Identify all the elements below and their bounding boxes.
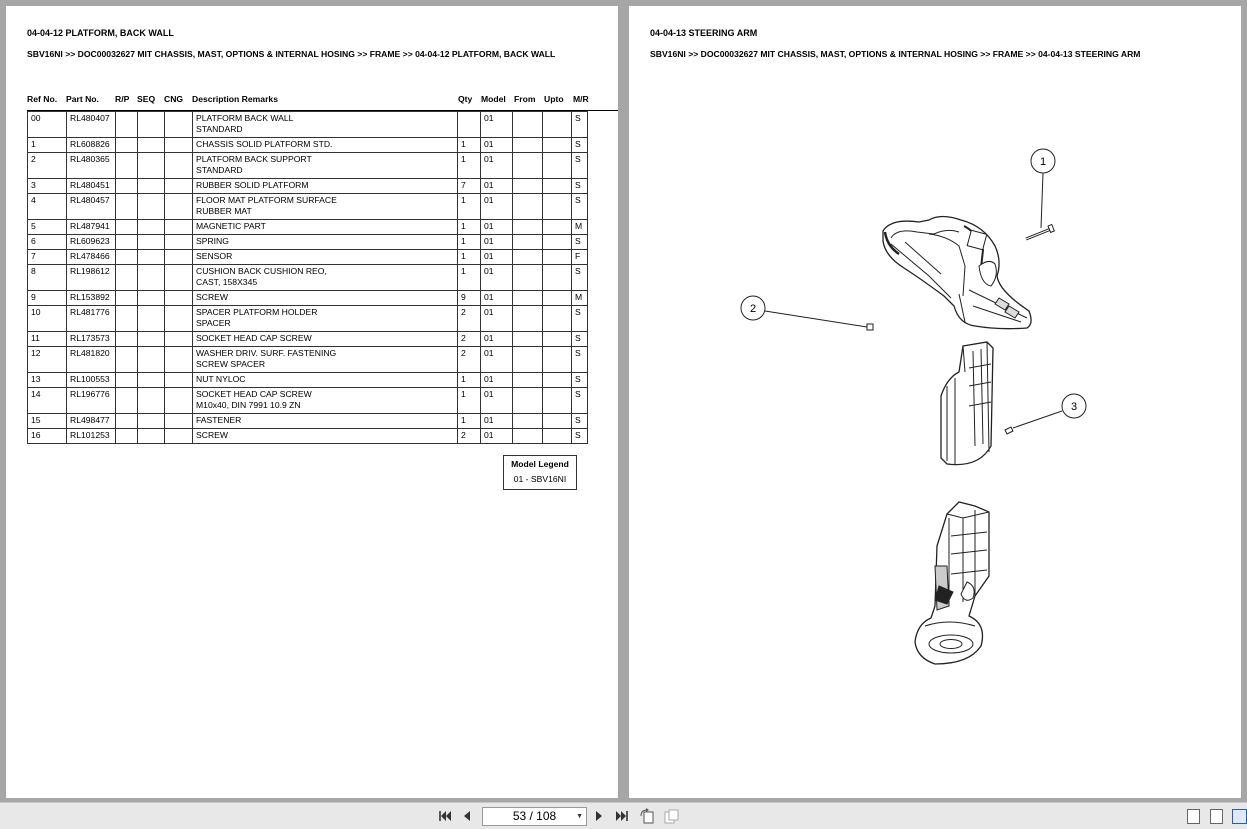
part-no-cell: RL153892 [67,291,116,306]
col-rp: R/P [115,94,130,104]
mr-cell: S [572,388,588,414]
rp-cell [116,347,138,373]
mr-cell: S [572,112,588,138]
mr-cell: S [572,194,588,220]
part-no-cell: RL173573 [67,332,116,347]
rp-cell [116,306,138,332]
qty-cell [458,112,481,138]
seq-cell [138,265,165,291]
next-page-icon[interactable] [591,808,607,824]
qty-cell: 9 [458,291,481,306]
upto-cell [543,220,572,235]
mr-cell: S [572,138,588,153]
from-cell [513,112,543,138]
model-legend-title: Model Legend [511,459,569,469]
rp-cell [116,388,138,414]
seq-cell [138,388,165,414]
rp-cell [116,414,138,429]
description-cell [193,235,458,250]
from-cell [513,306,543,332]
qty-cell: 1 [458,265,481,291]
col-upto: Upto [544,94,564,104]
seq-cell [138,220,165,235]
rp-cell [116,138,138,153]
upto-cell [543,112,572,138]
part-no-cell: RL608826 [67,138,116,153]
seq-cell [138,429,165,444]
left-page [6,6,618,798]
steering-tube-part [941,342,993,465]
from-cell [513,414,543,429]
remarks-line: STANDARD [196,164,243,175]
description-line: SENSOR [196,251,233,261]
upto-cell [543,414,572,429]
table-row [28,235,588,250]
ref-cell: 10 [28,306,67,332]
from-cell [513,220,543,235]
col-ref-no: Ref No. [27,94,58,104]
qty-cell: 2 [458,332,481,347]
callout-1-leader [1041,173,1043,228]
mr-cell: S [572,265,588,291]
description-line: SPRING [196,236,229,246]
ref-cell: 13 [28,373,67,388]
mr-cell: S [572,235,588,250]
model-cell: 01 [481,235,513,250]
ref-cell: 00 [28,112,67,138]
cng-cell [165,153,193,179]
table-row [28,179,588,194]
page-number-select[interactable] [482,807,587,826]
description-cell [193,112,458,138]
upto-cell [543,347,572,373]
continuous-view-icon[interactable] [1210,809,1223,824]
model-cell: 01 [481,291,513,306]
callout-2-leader [765,311,867,327]
upto-cell [543,388,572,414]
upto-cell [543,429,572,444]
seq-cell [138,179,165,194]
description-cell [193,429,458,444]
table-row [28,388,588,414]
description-line: WASHER DRIV. SURF. FASTENING [196,348,337,358]
table-header [27,94,618,111]
from-cell [513,347,543,373]
upto-cell [543,291,572,306]
description-cell [193,373,458,388]
description-line: FASTENER [196,415,242,425]
from-cell [513,194,543,220]
ref-cell: 7 [28,250,67,265]
rp-cell [116,429,138,444]
part-no-cell: RL480407 [67,112,116,138]
description-line: SOCKET HEAD CAP SCREW [196,389,312,399]
part-no-cell: RL100553 [67,373,116,388]
steering-arm-base-part [915,502,989,664]
description-line: MAGNETIC PART [196,221,266,231]
description-line: NUT NYLOC [196,374,246,384]
mr-cell: M [572,291,588,306]
upto-cell [543,235,572,250]
model-cell: 01 [481,153,513,179]
table-row [28,291,588,306]
seq-cell [138,138,165,153]
mr-cell: S [572,373,588,388]
cng-cell [165,235,193,250]
qty-cell: 1 [458,194,481,220]
model-cell: 01 [481,332,513,347]
description-line: CUSHION BACK CUSHION REO, [196,266,327,276]
ref-cell: 6 [28,235,67,250]
cng-cell [165,291,193,306]
description-line: SCREW [196,430,228,440]
facing-view-icon[interactable] [1232,809,1247,824]
rp-cell [116,194,138,220]
qty-cell: 2 [458,429,481,444]
cng-cell [165,138,193,153]
col-model: Model [481,94,506,104]
ref-cell: 12 [28,347,67,373]
from-cell [513,250,543,265]
model-legend [503,455,577,490]
screw-part [867,324,873,330]
col-description: Description Remarks [192,94,278,104]
part-no-cell: RL196776 [67,388,116,414]
table-row [28,220,588,235]
description-cell [193,414,458,429]
model-cell: 01 [481,265,513,291]
upto-cell [543,373,572,388]
rp-cell [116,153,138,179]
cng-cell [165,265,193,291]
ref-cell: 5 [28,220,67,235]
table-row [28,332,588,347]
ref-cell: 11 [28,332,67,347]
callout-1-label: 1 [1039,156,1047,168]
seq-cell [138,153,165,179]
description-cell [193,153,458,179]
cng-cell [165,250,193,265]
cng-cell [165,112,193,138]
remarks-line: CAST, 158X345 [196,276,258,287]
ref-cell: 16 [28,429,67,444]
from-cell [513,388,543,414]
rp-cell [116,291,138,306]
left-page-title: 04-04-12 PLATFORM, BACK WALL [27,28,174,38]
ref-cell: 9 [28,291,67,306]
table-row [28,347,588,373]
table-row [28,112,588,138]
rp-cell [116,179,138,194]
model-legend-entry: 01 - SBV16NI [513,474,567,484]
table-row [28,194,588,220]
mr-cell: S [572,429,588,444]
rp-cell [116,235,138,250]
description-cell [193,250,458,265]
col-from: From [514,94,536,104]
ref-cell: 2 [28,153,67,179]
model-cell: 01 [481,112,513,138]
model-cell: 01 [481,306,513,332]
description-cell [193,265,458,291]
description-cell [193,388,458,414]
model-cell: 01 [481,347,513,373]
single-page-view-icon[interactable] [1187,809,1200,824]
callout-3-label: 3 [1070,401,1078,413]
description-cell [193,347,458,373]
upto-cell [543,194,572,220]
remarks-line: SCREW SPACER [196,358,266,369]
callout-2-label: 2 [749,303,757,315]
model-cell: 01 [481,194,513,220]
table-row [28,138,588,153]
bolt-part [1026,224,1054,239]
from-cell [513,265,543,291]
part-no-cell: RL480365 [67,153,116,179]
description-line: PLATFORM BACK SUPPORT [196,154,312,164]
from-cell [513,429,543,444]
prev-page-icon[interactable] [459,808,475,824]
cng-cell [165,194,193,220]
remarks-line: STANDARD [196,123,243,134]
right-page [629,6,1241,798]
ref-cell: 15 [28,414,67,429]
qty-cell: 2 [458,306,481,332]
cng-cell [165,332,193,347]
cng-cell [165,414,193,429]
parts-table [27,111,588,444]
model-cell: 01 [481,138,513,153]
ref-cell: 14 [28,388,67,414]
ref-cell: 1 [28,138,67,153]
model-cell: 01 [481,414,513,429]
table-row [28,306,588,332]
part-no-cell: RL481776 [67,306,116,332]
description-line: SCREW [196,292,228,302]
description-cell [193,179,458,194]
part-no-cell: RL480457 [67,194,116,220]
description-cell [193,306,458,332]
left-breadcrumb: SBV16NI >> DOC00032627 MIT CHASSIS, MAST, OPTIONS & INTERNAL HOSING >> FRAME >> 04-04-12 PLATFORM, BACK WALL [27,49,556,59]
ref-cell: 3 [28,179,67,194]
table-row [28,265,588,291]
right-page-title: 04-04-13 STEERING ARM [650,28,758,38]
qty-cell: 1 [458,414,481,429]
description-line: RUBBER SOLID PLATFORM [196,180,309,190]
from-cell [513,138,543,153]
from-cell [513,179,543,194]
seq-cell [138,414,165,429]
mr-cell: F [572,250,588,265]
ref-cell: 8 [28,265,67,291]
model-cell: 01 [481,373,513,388]
upto-cell [543,250,572,265]
col-part-no: Part No. [66,94,99,104]
table-row [28,373,588,388]
description-cell [193,194,458,220]
table-row [28,429,588,444]
mr-cell: M [572,220,588,235]
qty-cell: 1 [458,235,481,250]
col-mr: M/R [573,94,589,104]
remarks-line: RUBBER MAT [196,205,252,216]
qty-cell: 1 [458,220,481,235]
description-cell [193,291,458,306]
description-line: PLATFORM BACK WALL [196,113,294,123]
table-row [28,414,588,429]
description-line: FLOOR MAT PLATFORM SURFACE [196,195,337,205]
rp-cell [116,220,138,235]
first-page-icon[interactable] [437,808,453,824]
cng-cell [165,388,193,414]
col-cng: CNG [164,94,184,104]
mr-cell: S [572,347,588,373]
mr-cell: S [572,414,588,429]
seq-cell [138,347,165,373]
seq-cell [138,194,165,220]
seq-cell [138,306,165,332]
seq-cell [138,235,165,250]
col-seq: SEQ [137,94,156,104]
cng-cell [165,220,193,235]
chevron-down-icon: ▼ [576,813,583,820]
rp-cell [116,250,138,265]
from-cell [513,373,543,388]
pin-part [1005,427,1013,434]
qty-cell: 1 [458,250,481,265]
mr-cell: S [572,306,588,332]
mr-cell: S [572,153,588,179]
seq-cell [138,373,165,388]
from-cell [513,153,543,179]
rotate-icon[interactable] [639,808,655,824]
ref-cell: 4 [28,194,67,220]
model-cell: 01 [481,429,513,444]
qty-cell: 1 [458,388,481,414]
rp-cell [116,112,138,138]
steering-arm-exploded-diagram [629,6,1241,798]
mr-cell: S [572,332,588,347]
seq-cell [138,112,165,138]
rp-cell [116,332,138,347]
seq-cell [138,250,165,265]
rp-cell [116,265,138,291]
qty-cell: 1 [458,373,481,388]
seq-cell [138,332,165,347]
table-row [28,250,588,265]
part-no-cell: RL198612 [67,265,116,291]
from-cell [513,291,543,306]
part-no-cell: RL480451 [67,179,116,194]
cng-cell [165,347,193,373]
description-line: CHASSIS SOLID PLATFORM STD. [196,139,333,149]
right-breadcrumb: SBV16NI >> DOC00032627 MIT CHASSIS, MAST, OPTIONS & INTERNAL HOSING >> FRAME >> 04-04-13 STEERING ARM [650,49,1141,59]
col-qty: Qty [458,94,473,104]
upto-cell [543,332,572,347]
table-row [28,153,588,179]
description-line: SPACER PLATFORM HOLDER [196,307,318,317]
cng-cell [165,306,193,332]
cng-cell [165,179,193,194]
part-no-cell: RL481820 [67,347,116,373]
description-line: SOCKET HEAD CAP SCREW [196,333,312,343]
upto-cell [543,179,572,194]
model-cell: 01 [481,220,513,235]
remarks-line: M10x40, DIN 7991 10.9 ZN [196,399,301,410]
qty-cell: 7 [458,179,481,194]
remarks-line: SPACER [196,317,231,328]
part-no-cell: RL498477 [67,414,116,429]
description-cell [193,332,458,347]
description-cell [193,220,458,235]
model-cell: 01 [481,250,513,265]
page-indicator: 53 / 108 [512,809,557,823]
rotate-back-icon[interactable] [663,808,679,824]
upto-cell [543,265,572,291]
viewer-toolbar [0,802,1247,829]
qty-cell: 1 [458,138,481,153]
from-cell [513,332,543,347]
part-no-cell: RL101253 [67,429,116,444]
upto-cell [543,138,572,153]
part-no-cell: RL478466 [67,250,116,265]
callout-3-leader [1013,411,1062,428]
description-cell [193,138,458,153]
upto-cell [543,153,572,179]
part-no-cell: RL487941 [67,220,116,235]
cng-cell [165,429,193,444]
cng-cell [165,373,193,388]
upto-cell [543,306,572,332]
mr-cell: S [572,179,588,194]
model-cell: 01 [481,388,513,414]
from-cell [513,235,543,250]
part-no-cell: RL609623 [67,235,116,250]
qty-cell: 1 [458,153,481,179]
rp-cell [116,373,138,388]
steering-head-part [883,217,1031,329]
last-page-icon[interactable] [614,808,630,824]
seq-cell [138,291,165,306]
qty-cell: 2 [458,347,481,373]
model-cell: 01 [481,179,513,194]
